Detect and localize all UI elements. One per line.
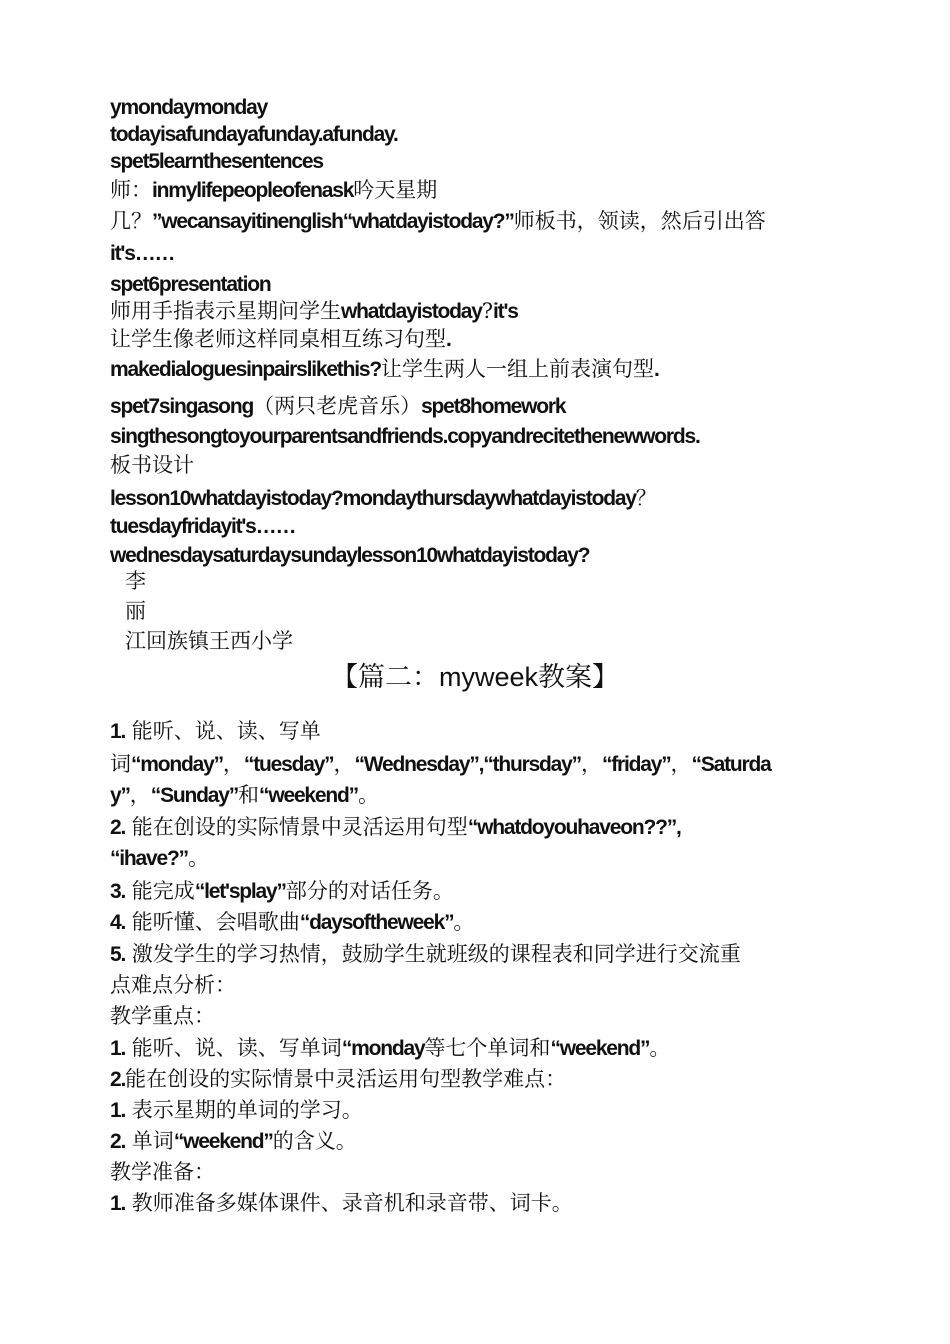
line-8 [110, 298, 518, 325]
text: . [653, 358, 659, 381]
line-1 [110, 94, 267, 121]
text: 师板书，领读，然后引出答 [513, 209, 766, 233]
line-10 [110, 356, 659, 383]
line-7 [110, 271, 270, 298]
text: todayisafundayafunday.afunday. [110, 123, 398, 146]
text: spet6presentation [110, 273, 271, 296]
text: spet7singasong [110, 395, 254, 418]
text: ， [129, 783, 151, 807]
text: 激发学生的学习热情，鼓励学生就班级的课程表和同学进行交流重 [125, 942, 741, 966]
text: 4. [110, 911, 126, 934]
text: 2. [110, 1130, 126, 1153]
line-2 [110, 121, 398, 148]
text: 1. [110, 1192, 126, 1215]
text: 几？ [110, 209, 152, 233]
text: y” [110, 784, 130, 807]
line-23 [110, 814, 681, 841]
text: 教学准备： [110, 1160, 215, 1184]
line-4 [110, 177, 437, 204]
text: 3. [110, 880, 126, 903]
line-22 [110, 782, 379, 809]
text: 。 [187, 846, 209, 870]
text: 2. [110, 816, 126, 839]
text: tuesdayfridayit's…… [110, 515, 296, 538]
line-13 [110, 452, 194, 478]
line-29 [110, 1003, 215, 1029]
line-16 [110, 542, 589, 569]
text: 师用手指表示星期问学生 [110, 299, 341, 323]
text: 教学重点： [110, 1004, 215, 1028]
text: 部分的对话任务。 [285, 879, 454, 903]
text: 2. [110, 1068, 126, 1091]
text: singthesongtoyourparentsandfriends.copyandrecitethenewwords. [110, 425, 700, 448]
text: 能在创设的实际情景中灵活运用句型 [125, 815, 468, 839]
text: 师： [110, 178, 152, 202]
text: ymondaymonday [110, 96, 268, 119]
text: “daysoftheweek” [299, 911, 454, 934]
line-19 [125, 628, 293, 654]
text: “monday [341, 1037, 425, 1060]
line-21 [110, 751, 771, 778]
text: wednesdaysaturdaysundaylesson10whatdayistoday? [110, 544, 590, 567]
line-35 [110, 1190, 573, 1217]
text: ， [222, 752, 244, 776]
text: it's…… [110, 242, 175, 265]
text: ， [333, 752, 355, 776]
line-11 [110, 393, 565, 420]
text: makedialoguesinpairslikethis? [110, 358, 381, 381]
line-5 [110, 208, 766, 235]
text: 江回族镇王西小学 [125, 629, 293, 653]
text: 能听、说、读、写单词 [125, 1036, 342, 1060]
text: 词 [110, 752, 131, 776]
line-34 [110, 1159, 215, 1185]
text: “Wednesday”,“thursday” [354, 753, 581, 776]
line-27 [110, 941, 741, 968]
section-title [0, 660, 950, 695]
text: 1. [110, 1099, 126, 1122]
line-30 [110, 1035, 670, 1062]
text: 1. [110, 720, 126, 743]
text: 丽 [125, 599, 146, 623]
text: ， [670, 752, 692, 776]
line-25 [110, 878, 454, 905]
text: inmylifepeopleofenask [152, 179, 354, 202]
text: ? [481, 299, 494, 323]
line-24 [110, 845, 209, 872]
text: 让学生两人一组上前表演句型 [380, 357, 654, 381]
line-9 [110, 326, 451, 353]
text: 教案】 [538, 662, 620, 693]
text: 。 [453, 910, 475, 934]
text: lesson10whatdayistoday?mondaythursdaywhatdayistoday [110, 487, 636, 510]
text: 单词 [125, 1129, 174, 1153]
line-18 [125, 598, 146, 624]
text: 李 [125, 569, 146, 593]
line-20 [110, 718, 321, 745]
line-17 [125, 568, 146, 594]
text: spet5learnthesentences [110, 150, 323, 173]
text: 让学生像老师这样同桌相互练习句型 [110, 327, 446, 351]
text: ？ [635, 486, 657, 510]
line-28 [110, 972, 236, 998]
line-32 [110, 1097, 363, 1124]
line-3 [110, 148, 323, 175]
line-31 [110, 1066, 566, 1093]
text: 的含义。 [272, 1129, 357, 1153]
line-33 [110, 1128, 357, 1155]
text: spet8homework [421, 395, 566, 418]
text: . [446, 328, 451, 351]
text: 表示星期的单词的学习。 [125, 1098, 363, 1122]
text: 吟天星期 [353, 178, 438, 202]
text: 5. [110, 943, 126, 966]
text: 能在创设的实际情景中灵活运用句型教学难点： [125, 1067, 567, 1091]
text: 【篇二： [330, 662, 439, 693]
text: “friday” [601, 753, 671, 776]
text: “let'splay” [194, 880, 286, 903]
text: 1. [110, 1037, 126, 1060]
text: “weekend” [550, 1037, 650, 1060]
text: ”wecansayitinenglish“whatdayistoday?” [152, 210, 514, 233]
line-6 [110, 240, 174, 267]
text: “ihave?” [110, 847, 188, 870]
text: 能听懂、会唱歌曲 [125, 910, 300, 934]
text: 。 [357, 783, 379, 807]
text: 等七个单词和 [424, 1036, 551, 1060]
text: “Saturda [691, 753, 771, 776]
line-12 [110, 423, 700, 450]
line-26 [110, 909, 474, 936]
text: myweek [438, 662, 539, 692]
text: 能听、说、读、写单 [125, 719, 321, 743]
text: whatdayistoday [341, 300, 482, 323]
text: 教师准备多媒体课件、录音机和录音带、词卡。 [125, 1191, 573, 1215]
line-14 [110, 485, 657, 512]
text: it's [493, 300, 518, 323]
text: “Sunday” [150, 784, 239, 807]
text: “weekend” [259, 784, 358, 807]
line-15 [110, 513, 295, 540]
text: “tuesday” [243, 753, 334, 776]
text: 能完成 [125, 879, 195, 903]
text: 和 [238, 783, 260, 807]
text: 板书设计 [110, 453, 194, 477]
text: 。 [649, 1036, 671, 1060]
text: （两只老虎音乐） [253, 394, 422, 418]
text: ， [580, 752, 602, 776]
text: “whatdoyouhaveon??”, [467, 816, 681, 839]
text: “monday” [131, 753, 223, 776]
text: “weekend” [173, 1130, 273, 1153]
text: 点难点分析： [110, 973, 236, 997]
